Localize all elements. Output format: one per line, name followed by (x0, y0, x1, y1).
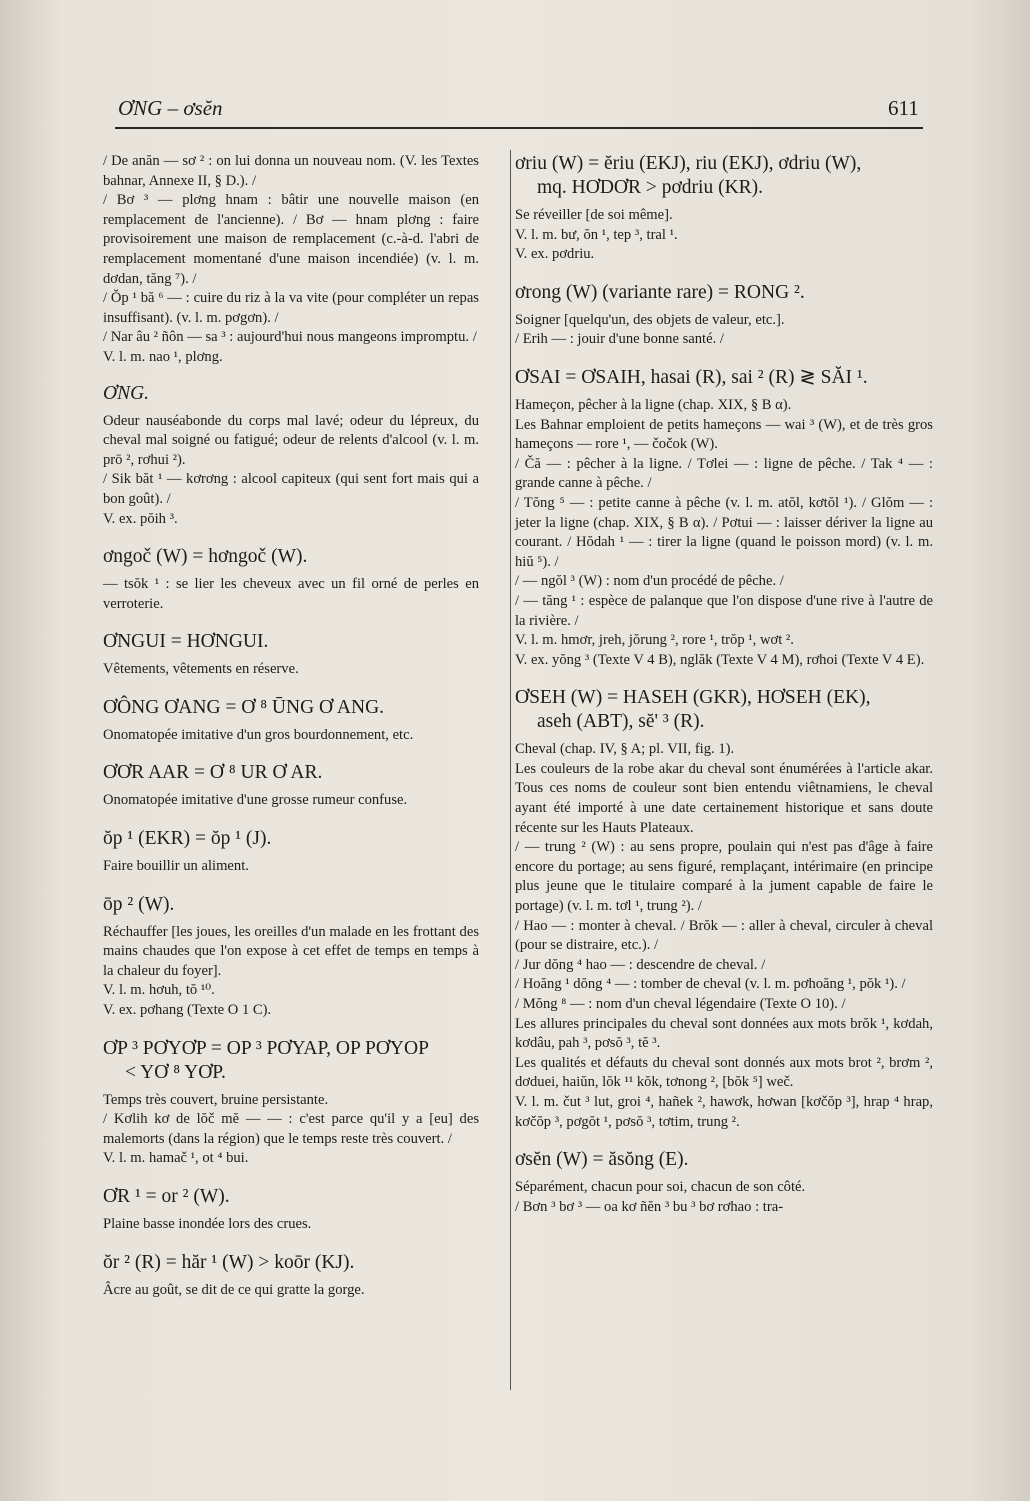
entry-ong (103, 382, 479, 530)
headword: ƠƠR AAR = Ơ ⁸ UR Ơ AR. (103, 762, 323, 784)
definition-line: — tsŏk ¹ : se lier les cheveux avec un fil orné de perles en verroterie. (103, 576, 479, 612)
definition-line: Âcre au goût, se dit de ce qui gratte la gorge. (103, 1281, 365, 1298)
definition-line: / Hao — : monter à cheval. / Brŏk — : aller à cheval, circuler à cheval (pour se distraire, etc.). / (515, 917, 933, 954)
definition-line: / Jur dŏng ⁴ hao — : descendre de cheval. / (515, 956, 766, 973)
definition-line: Vêtements, vêtements en réserve. (103, 661, 299, 678)
headword: ōp ² (W). (103, 893, 175, 915)
definition-line: Soigner [quelqu'un, des objets de valeur, etc.]. (515, 311, 785, 328)
definition-line: Hameçon, pêcher à la ligne (chap. XIX, § B α). (515, 396, 792, 413)
definition-line: V. l. m. bư, ŏn ¹, tep ³, tral ¹. (515, 226, 678, 243)
headword-continuation: aseh (ABT), sĕ' ³ (R). (537, 711, 705, 733)
headword: ƠP ³ PƠYƠP = OP ³ PƠYAP, OP PƠYOP (103, 1037, 429, 1059)
entry-oriu (515, 152, 933, 265)
entry-ongui (103, 630, 479, 680)
definition-line: / — tăng ¹ : espèce de palanque que l'on dispose d'une rive à l'autre de la rivière. / (515, 592, 933, 629)
definition-line: V. ex. yŏng ³ (Texte V 4 B), nglăk (Texte V 4 M), rơhoi (Texte V 4 E). (515, 651, 925, 668)
continuation-line: V. l. m. nao ¹, plơng. (103, 348, 223, 365)
running-head: ƠNG – ơsĕn (118, 96, 223, 120)
definition-line: V. l. m. hmơr, jreh, jŏrung ², rore ¹, trŏp ¹, wơt ². (515, 632, 794, 649)
definition-line: / Sik băt ¹ — kơrơng : alcool capiteux (qui sent fort mais qui a bon goût). / (103, 471, 479, 507)
headword: ƠNGUI = HƠNGUI. (103, 631, 269, 653)
definition-line: / Hoăng ¹ dŏng ⁴ — : tomber de cheval (v. l. m. pơhoăng ¹, pŏk ¹). / (515, 976, 906, 993)
headword: ơsĕn (W) = ăsŏng (E). (515, 1149, 689, 1171)
definition-line: Cheval (chap. IV, § A; pl. VII, fig. 1). (515, 741, 735, 758)
definition-line: V. ex. pŏih ³. (103, 510, 178, 527)
definition-line: / Čă — : pêcher à la ligne. / Tơlei — : ligne de pêche. / Tak ⁴ — : grande canne à pêche. / (515, 455, 933, 492)
headword: ŏr ² (R) = hăr ¹ (W) > koōr (KJ). (103, 1251, 355, 1273)
definition-line: Les Bahnar emploient de petits hameçons — wai ³ (W), et de très gros hameçons — rore ¹, — čočok (W). (515, 416, 933, 453)
definition-line: / Tŏng ⁵ — : petite canne à pêche (v. l. m. atŏl, kơtŏl ¹). / Glŏm — : jeter la ligne (chap. XIX, § B α). / Pơtui — : laisser dériver la ligne au courant. / Hŏdah ¹ — : tirer la ligne (quand le poisson mord) (v. l. m. hiŭ ⁵). / (515, 494, 933, 570)
definition-line: Plaine basse inondée lors des crues. (103, 1216, 312, 1232)
page-number: 611 (888, 96, 919, 120)
definition-line: Les couleurs de la robe akar du cheval sont énumérées à l'article akar. Tous ces noms de couleur sont bien entendu viêtnamiens, le cheval ayant été importé à une date certainement historique et sans doute récente sur les Hauts Plateaux. (515, 760, 933, 836)
header-rule (115, 127, 923, 129)
definition-line: V. ex. pơdriu. (515, 246, 595, 263)
column-divider (510, 150, 511, 1390)
definition-line: Odeur nauséabonde du corps mal lavé; odeur du lépreux, du cheval mal soigné ou fatigué; odeur de relents d'alcool (v. l. m. prō ², rơhui ²). (103, 412, 479, 468)
entry-ongoc (103, 545, 479, 614)
headword: ƠSEH (W) = HASEH (GKR), HƠSEH (EK), (515, 687, 871, 709)
definition-line: / Erih — : jouir d'une bonne santé. / (515, 331, 724, 348)
headword: ƠR ¹ = or ² (W). (103, 1186, 230, 1207)
headword: ơriu (W) = ĕriu (EKJ), riu (EKJ), ơdriu (W), (515, 153, 862, 174)
headword-continuation: < YƠ ⁸ YƠP. (125, 1061, 226, 1083)
definition-line: Réchauffer [les joues, les oreilles d'un malade en les frottant des mains chaudes que l'on expose à cet effet de temps en temps à la chaleur du foyer]. (103, 923, 479, 979)
definition-line: Séparément, chacun pour soi, chacun de son côté. (515, 1179, 806, 1196)
definition-line: V. l. m. hơuh, tŏ ¹⁰. (103, 982, 215, 999)
headword: ƠNG. (103, 382, 150, 404)
definition-line: / Bơn ³ bơ ³ — oa kơ ñĕn ³ bu ³ bơ rơhao : tra- (515, 1198, 784, 1215)
headword-continuation: mq. HƠDƠR > pơdriu (KR). (537, 177, 764, 198)
entry-op3-poyop (103, 1037, 479, 1169)
entry-orong (515, 281, 933, 350)
entry-osai (515, 366, 933, 670)
definition-line: Faire bouillir un aliment. (103, 858, 249, 875)
continuation-line: / Bơ ³ — plơng hnam : bâtir une nouvelle maison (en remplacement de l'ancienne). / Bơ — hnam plơng : faire provisoirement une maison de remplacement (c.-à-d. l'abri de remplacement momentané d'une maison incendiée) (v. l. m. dơdan, tăng ⁷). / (103, 192, 479, 287)
definition-line: V. l. m. čut ³ lut, groi ⁴, hañek ², hawơk, hơwan [kơčŏp ³], hrap ⁴ hrap, kơčŏp ³, pơgŏt ¹, pơsŏ ³, tơtim, trung ². (515, 1093, 933, 1130)
definition-line: Se réveiller [de soi même]. (515, 207, 673, 223)
entry-op2 (103, 893, 479, 1021)
entry-or2 (103, 1251, 479, 1301)
left-column (103, 152, 479, 1300)
continuation-line: / Ŏp ¹ bă ⁶ — : cuire du riz à la va vite (pour compléter un repas insuffisant). (v. l. m. pơgơn). / (103, 290, 479, 326)
definition-line: V. l. m. hamač ¹, ot ⁴ bui. (103, 1150, 249, 1167)
entry-or1 (103, 1185, 479, 1235)
headword: ƠSAI = ƠSAIH, hasai (R), sai ² (R) ≷ SĂI ¹. (515, 366, 868, 388)
definition-line: V. ex. pơhang (Texte O 1 C). (103, 1002, 272, 1019)
right-column (515, 152, 933, 1217)
definition-line: / Kơlih kơ de lŏč mĕ — — : c'est parce qu'il y a [eu] des malemorts (dans la région) que le temps reste très couvert. / (103, 1111, 479, 1147)
definition-line: Temps très couvert, bruine persistante. (103, 1091, 329, 1108)
entry-osen (515, 1148, 933, 1217)
continuation-block (103, 152, 479, 368)
headword: ƠÔNG ƠANG = Ơ ⁸ ŪNG Ơ ANG. (103, 696, 385, 718)
definition-line: / Mŏng ⁸ — : nom d'un cheval légendaire (Texte O 10). / (515, 996, 846, 1012)
headword: ŏp ¹ (EKR) = ŏp ¹ (J). (103, 828, 272, 850)
entry-op1 (103, 827, 479, 877)
headword: ơngoč (W) = hơngoč (W). (103, 546, 308, 568)
definition-line: Les allures principales du cheval sont données aux mots brŏk ¹, kơdah, kơdâu, pah ³, pơsŏ ³, tĕ ³. (515, 1015, 933, 1052)
definition-line: Les qualités et défauts du cheval sont donnés aux mots brot ², brơm ², dơduei, haiŭn, lŏk ¹¹ kŏk, tơnong ², [bŏk ⁵] weč. (515, 1054, 933, 1091)
headword: ơrong (W) (variante rare) = RONG ². (515, 281, 805, 303)
entry-oong-oang (103, 696, 479, 746)
definition-line: / — trung ² (W) : au sens propre, poulain qui n'est pas d'âge à faire encore du portage; au sens figuré, remplaçant, intérimaire (en principe plus jeune que le titulaire comparé à la jument capable de faire le portage) (v. l. m. tơl ¹, trung ²). / (515, 839, 933, 915)
entry-oor-aar (103, 761, 479, 811)
entry-oseh (515, 686, 933, 1132)
definition-line: Onomatopée imitative d'une grosse rumeur confuse. (103, 792, 408, 809)
continuation-line: / De anăn — sơ ² : on lui donna un nouveau nom. (V. les Textes bahnar, Annexe II, § D.). / (103, 153, 479, 189)
definition-line: / — ngŏl ³ (W) : nom d'un procédé de pêche. / (515, 573, 784, 590)
continuation-line: / Nar âu ² ñôn — sa ³ : aujourd'hui nous mangeons impromptu. / (103, 329, 477, 346)
definition-line: Onomatopée imitative d'un gros bourdonnement, etc. (103, 726, 414, 743)
